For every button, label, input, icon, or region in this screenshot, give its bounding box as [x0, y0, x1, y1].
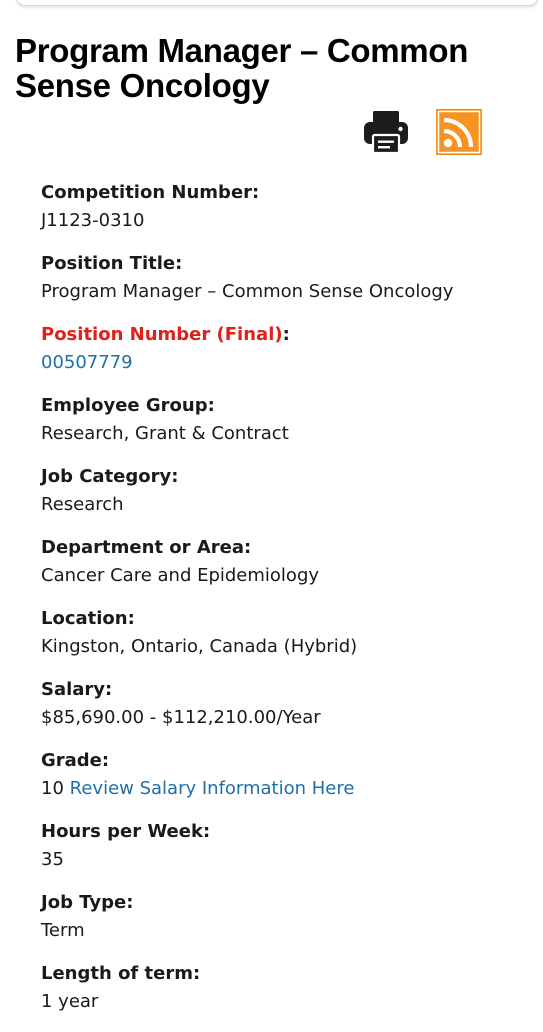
field-label: Position Title: — [41, 253, 183, 274]
required-label: Position Number (Final) — [41, 324, 283, 345]
field-value — [41, 350, 536, 375]
field-value: Research, Grant & Contract — [41, 423, 289, 444]
field-label: Competition Number: — [41, 182, 260, 203]
page-title: Program Manager – Common Sense Oncology — [15, 32, 469, 104]
rss-feed-icon[interactable] — [436, 109, 482, 155]
field-value: Kingston, Ontario, Canada (Hybrid) — [41, 636, 358, 657]
position-number-link[interactable]: 00507779 — [41, 352, 133, 373]
field-competition-number — [41, 180, 536, 251]
field-label: Hours per Week: — [41, 821, 211, 842]
field-value: Cancer Care and Epidemiology — [41, 565, 320, 586]
field-value — [41, 776, 536, 801]
field-label: Job Type: — [41, 892, 134, 913]
field-salary — [41, 677, 536, 748]
print-icon[interactable] — [362, 108, 410, 156]
field-location — [41, 606, 536, 677]
field-position-number — [41, 322, 536, 393]
field-value: Program Manager – Common Sense Oncology — [41, 281, 454, 302]
field-value: $85,690.00 - $112,210.00/Year — [41, 707, 321, 728]
field-value: Term — [41, 920, 85, 941]
field-label: Employee Group: — [41, 395, 215, 416]
field-position-title — [41, 251, 536, 322]
field-job-category — [41, 464, 536, 535]
field-label: Location: — [41, 608, 135, 629]
field-label: Department or Area: — [41, 537, 252, 558]
review-salary-link[interactable]: Review Salary Information Here — [69, 778, 355, 799]
field-job-type — [41, 890, 536, 961]
field-hours-per-week — [41, 819, 536, 890]
field-label: Salary: — [41, 679, 113, 700]
job-details — [41, 180, 536, 1032]
field-employee-group — [41, 393, 536, 464]
field-length-of-term — [41, 961, 536, 1032]
field-value: 35 — [41, 849, 64, 870]
grade-value: 10 — [41, 778, 64, 799]
field-grade — [41, 748, 536, 819]
field-value: 1 year — [41, 991, 99, 1012]
field-label: Job Category: — [41, 466, 179, 487]
field-value: Research — [41, 494, 124, 515]
field-department — [41, 535, 536, 606]
field-label: Length of term: — [41, 963, 201, 984]
field-label: Grade: — [41, 750, 110, 771]
field-value: J1123-0310 — [41, 210, 145, 231]
field-label: Position Number (Final): — [41, 324, 290, 345]
previous-card-edge — [16, 0, 538, 6]
